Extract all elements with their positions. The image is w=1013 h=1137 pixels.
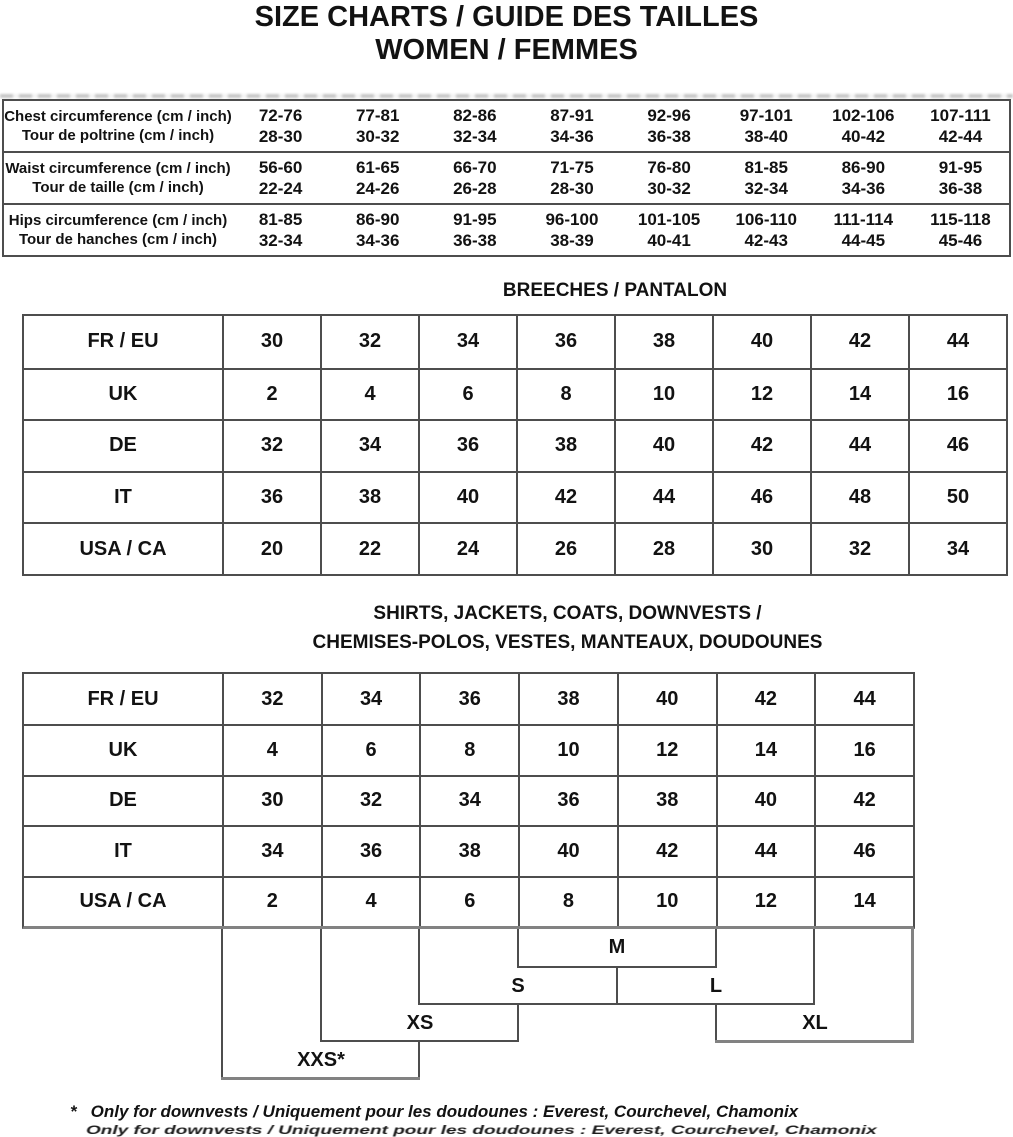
size-value: 10 — [617, 878, 716, 926]
measurement-value — [523, 209, 620, 251]
size-value: 40 — [614, 421, 712, 471]
size-value: 44 — [814, 674, 913, 724]
footnote-text: Only for downvests / Uniquement pour les doudounes : Everest, Courchevel, Chamonix — [90, 1102, 799, 1121]
measurement-value — [621, 209, 718, 251]
measurement-label-fr: Tour de taille (cm / inch) — [32, 179, 204, 196]
measurement-value-inch: 45-46 — [938, 231, 983, 250]
measurement-value — [718, 105, 815, 147]
breeches-heading: BREECHES / PANTALON — [502, 280, 728, 301]
size-row — [24, 724, 913, 774]
measurement-value-cm: 86-90 — [355, 210, 400, 229]
measurement-label-en: Waist circumference (cm / inch) — [5, 160, 231, 177]
size-value: 44 — [908, 316, 1006, 368]
measurement-value — [232, 157, 329, 199]
size-value: 2 — [222, 370, 320, 420]
size-value: 12 — [617, 726, 716, 774]
bottom-edge-artifact-text: Only for downvests / Uniquement pour les doudounes : Everest, Courchevel, Chamonix — [86, 1124, 877, 1137]
size-value: 42 — [716, 674, 815, 724]
measurement-value-inch: 24-26 — [355, 179, 400, 198]
measurement-value-cm: 76-80 — [647, 158, 691, 177]
measurement-value-cm: 81-85 — [744, 158, 788, 177]
size-value: 44 — [614, 473, 712, 523]
size-row — [24, 522, 1006, 574]
size-row-label: DE — [109, 789, 137, 812]
measurement-value-cm: 81-85 — [258, 210, 303, 229]
size-value: 38 — [419, 827, 518, 875]
measurement-value-cm: 61-65 — [355, 158, 400, 177]
page-title-line2: WOMEN / FEMMES — [375, 34, 638, 66]
size-value: 50 — [908, 473, 1006, 523]
measurement-value-cm: 102-106 — [832, 106, 895, 125]
size-value: 34 — [222, 827, 321, 875]
size-value: 22 — [320, 524, 418, 574]
measurement-label-fr: Tour de poltrine (cm / inch) — [21, 127, 215, 144]
measurement-value — [912, 105, 1009, 147]
measurement-value — [718, 157, 815, 199]
size-value: 42 — [617, 827, 716, 875]
size-value: 12 — [716, 878, 815, 926]
size-value: 30 — [712, 524, 810, 574]
measurements-table — [2, 99, 1011, 257]
measurement-value — [815, 209, 912, 251]
size-value: 36 — [516, 316, 614, 368]
size-row-label: FR / EU — [87, 330, 159, 353]
size-row-label: IT — [114, 486, 132, 509]
size-value: 44 — [716, 827, 815, 875]
size-value: 36 — [419, 674, 518, 724]
measurement-value-inch: 38-39 — [550, 231, 594, 250]
size-value: 38 — [516, 421, 614, 471]
size-value: 16 — [908, 370, 1006, 420]
size-row — [24, 419, 1006, 471]
letter-size-label-xs: XS — [406, 1012, 434, 1034]
size-value: 42 — [712, 421, 810, 471]
measurement-value — [232, 209, 329, 251]
measurement-value-cm: 71-75 — [550, 158, 594, 177]
measurement-value-cm: 106-110 — [735, 210, 797, 229]
shirts-heading — [220, 599, 915, 657]
size-value: 12 — [712, 370, 810, 420]
measurement-value-inch: 42-44 — [938, 127, 983, 146]
measurement-row — [4, 101, 1009, 151]
size-value: 38 — [614, 316, 712, 368]
size-value: 2 — [222, 878, 321, 926]
size-value: 28 — [614, 524, 712, 574]
size-value: 38 — [617, 777, 716, 825]
size-row-label: DE — [109, 434, 137, 457]
size-value: 40 — [617, 674, 716, 724]
measurement-value-inch: 30-32 — [647, 179, 691, 198]
size-value: 38 — [518, 674, 617, 724]
size-step-line-m-right — [715, 929, 717, 968]
breeches-table — [22, 314, 1008, 576]
measurement-value-inch: 34-36 — [355, 231, 400, 250]
measurement-label-en: Hips circumference (cm / inch) — [8, 212, 228, 229]
size-value: 8 — [419, 726, 518, 774]
measurement-value-cm: 107-111 — [930, 106, 991, 125]
size-value: 4 — [321, 878, 420, 926]
size-value: 6 — [321, 726, 420, 774]
size-value: 30 — [222, 316, 320, 368]
measurement-row — [4, 203, 1009, 255]
size-row-label: USA / CA — [79, 890, 167, 913]
size-row-label: FR / EU — [87, 687, 159, 710]
size-value: 14 — [716, 726, 815, 774]
size-value: 34 — [908, 524, 1006, 574]
size-value: 42 — [814, 777, 913, 825]
size-value: 10 — [518, 726, 617, 774]
measurement-value-cm: 82-86 — [453, 106, 497, 125]
size-value: 14 — [810, 370, 908, 420]
letter-size-label-xl: XL — [802, 1012, 828, 1034]
size-row-label: UK — [108, 382, 138, 405]
size-value: 38 — [320, 473, 418, 523]
size-value: 6 — [418, 370, 516, 420]
measurement-value-inch: 42-43 — [744, 231, 788, 250]
measurement-value — [329, 209, 426, 251]
measurement-value-inch: 38-40 — [744, 127, 788, 146]
size-value: 36 — [321, 827, 420, 875]
measurement-value-cm: 96-100 — [545, 210, 599, 229]
measurement-value-cm: 115-118 — [930, 210, 991, 229]
measurement-label — [4, 107, 232, 145]
measurement-value-inch: 36-38 — [453, 231, 497, 250]
measurement-value-cm: 56-60 — [258, 158, 303, 177]
measurement-value — [329, 157, 426, 199]
letter-size-label-s: S — [511, 975, 525, 997]
measurement-value — [815, 157, 912, 199]
size-row — [24, 471, 1006, 523]
size-value: 26 — [516, 524, 614, 574]
measurement-value-inch: 36-38 — [647, 127, 691, 146]
measurement-value-inch: 30-32 — [355, 127, 400, 146]
measurement-value — [329, 105, 426, 147]
size-row — [24, 316, 1006, 368]
size-value: 40 — [418, 473, 516, 523]
letter-size-label-m: M — [608, 936, 626, 958]
measurement-value-cm: 91-95 — [938, 158, 983, 177]
size-value: 6 — [419, 878, 518, 926]
size-row — [24, 876, 913, 926]
size-value: 36 — [222, 473, 320, 523]
measurement-value — [232, 105, 329, 147]
size-value: 10 — [614, 370, 712, 420]
size-value: 32 — [222, 421, 320, 471]
size-value: 16 — [814, 726, 913, 774]
measurement-value — [718, 209, 815, 251]
size-value: 30 — [222, 777, 321, 825]
size-row-label: UK — [108, 739, 138, 762]
page-title — [0, 1, 1013, 67]
size-value: 42 — [810, 316, 908, 368]
measurement-label — [4, 159, 232, 197]
page-title-line1: SIZE CHARTS / GUIDE DES TAILLES — [254, 1, 759, 33]
shirts-heading-line2: CHEMISES-POLOS, VESTES, MANTEAUX, DOUDOUNES — [312, 632, 823, 653]
size-value: 40 — [518, 827, 617, 875]
size-value: 40 — [716, 777, 815, 825]
size-value: 32 — [222, 674, 321, 724]
size-value: 4 — [222, 726, 321, 774]
measurement-value — [912, 157, 1009, 199]
measurement-value — [912, 209, 1009, 251]
measurement-value-inch: 34-36 — [841, 179, 886, 198]
measurement-value-inch: 36-38 — [938, 179, 983, 198]
measurement-value-inch: 28-30 — [258, 127, 303, 146]
measurement-value-inch: 32-34 — [744, 179, 788, 198]
size-value: 8 — [516, 370, 614, 420]
measurement-value — [621, 105, 718, 147]
top-edge-artifact — [0, 94, 1013, 98]
measurement-value-inch: 44-45 — [841, 231, 886, 250]
letter-size-label-l: L — [709, 975, 723, 997]
size-value: 36 — [518, 777, 617, 825]
measurement-value — [426, 157, 523, 199]
measurement-value-inch: 40-42 — [841, 127, 886, 146]
size-value: 48 — [810, 473, 908, 523]
measurement-row — [4, 151, 1009, 203]
measurement-value — [621, 157, 718, 199]
measurement-value-cm: 91-95 — [453, 210, 497, 229]
measurement-value-inch: 32-34 — [453, 127, 497, 146]
size-row-label: USA / CA — [79, 537, 167, 560]
measurement-value-cm: 92-96 — [647, 106, 691, 125]
shirts-table — [22, 672, 915, 929]
size-value: 34 — [321, 674, 420, 724]
size-value: 14 — [814, 878, 913, 926]
measurement-label-fr: Tour de hanches (cm / inch) — [18, 231, 218, 248]
measurement-label-en: Chest circumference (cm / inch) — [4, 108, 232, 125]
measurement-value-cm: 87-91 — [550, 106, 594, 125]
measurement-value — [426, 209, 523, 251]
measurement-label — [4, 211, 232, 249]
size-row — [24, 775, 913, 825]
measurement-value — [815, 105, 912, 147]
size-value: 40 — [712, 316, 810, 368]
size-value: 24 — [418, 524, 516, 574]
measurement-value-inch: 34-36 — [550, 127, 594, 146]
size-value: 20 — [222, 524, 320, 574]
measurement-value-inch: 26-28 — [453, 179, 497, 198]
measurement-value-inch: 32-34 — [258, 231, 303, 250]
size-value: 36 — [418, 421, 516, 471]
footnote — [70, 1102, 970, 1122]
measurement-value-cm: 111-114 — [833, 210, 894, 229]
size-value: 32 — [320, 316, 418, 368]
measurement-value-cm: 72-76 — [258, 106, 303, 125]
measurement-value-cm: 86-90 — [841, 158, 886, 177]
bottom-edge-artifact — [86, 1124, 1013, 1137]
size-value: 8 — [518, 878, 617, 926]
measurement-value-cm: 97-101 — [739, 106, 793, 125]
measurement-value — [523, 157, 620, 199]
letter-size-label-xxs: XXS* — [297, 1049, 345, 1071]
size-value: 46 — [814, 827, 913, 875]
size-value: 44 — [810, 421, 908, 471]
size-value: 34 — [320, 421, 418, 471]
size-value: 32 — [321, 777, 420, 825]
measurement-value-inch: 40-41 — [647, 231, 691, 250]
size-value: 4 — [320, 370, 418, 420]
measurement-value-inch: 28-30 — [550, 179, 594, 198]
size-value: 32 — [810, 524, 908, 574]
size-row — [24, 368, 1006, 420]
measurement-value-inch: 22-24 — [258, 179, 303, 198]
measurement-value-cm: 101-105 — [637, 210, 701, 229]
measurement-value-cm: 77-81 — [355, 106, 400, 125]
size-value: 46 — [908, 421, 1006, 471]
measurement-value — [523, 105, 620, 147]
measurement-value-cm: 66-70 — [453, 158, 497, 177]
size-value: 34 — [419, 777, 518, 825]
footnote-marker: * — [70, 1102, 77, 1121]
size-row-label: IT — [114, 839, 132, 862]
size-row — [24, 674, 913, 724]
shirts-heading-line1: SHIRTS, JACKETS, COATS, DOWNVESTS / — [373, 603, 762, 624]
measurement-value — [426, 105, 523, 147]
size-row — [24, 825, 913, 875]
size-value: 42 — [516, 473, 614, 523]
size-value: 34 — [418, 316, 516, 368]
size-value: 46 — [712, 473, 810, 523]
